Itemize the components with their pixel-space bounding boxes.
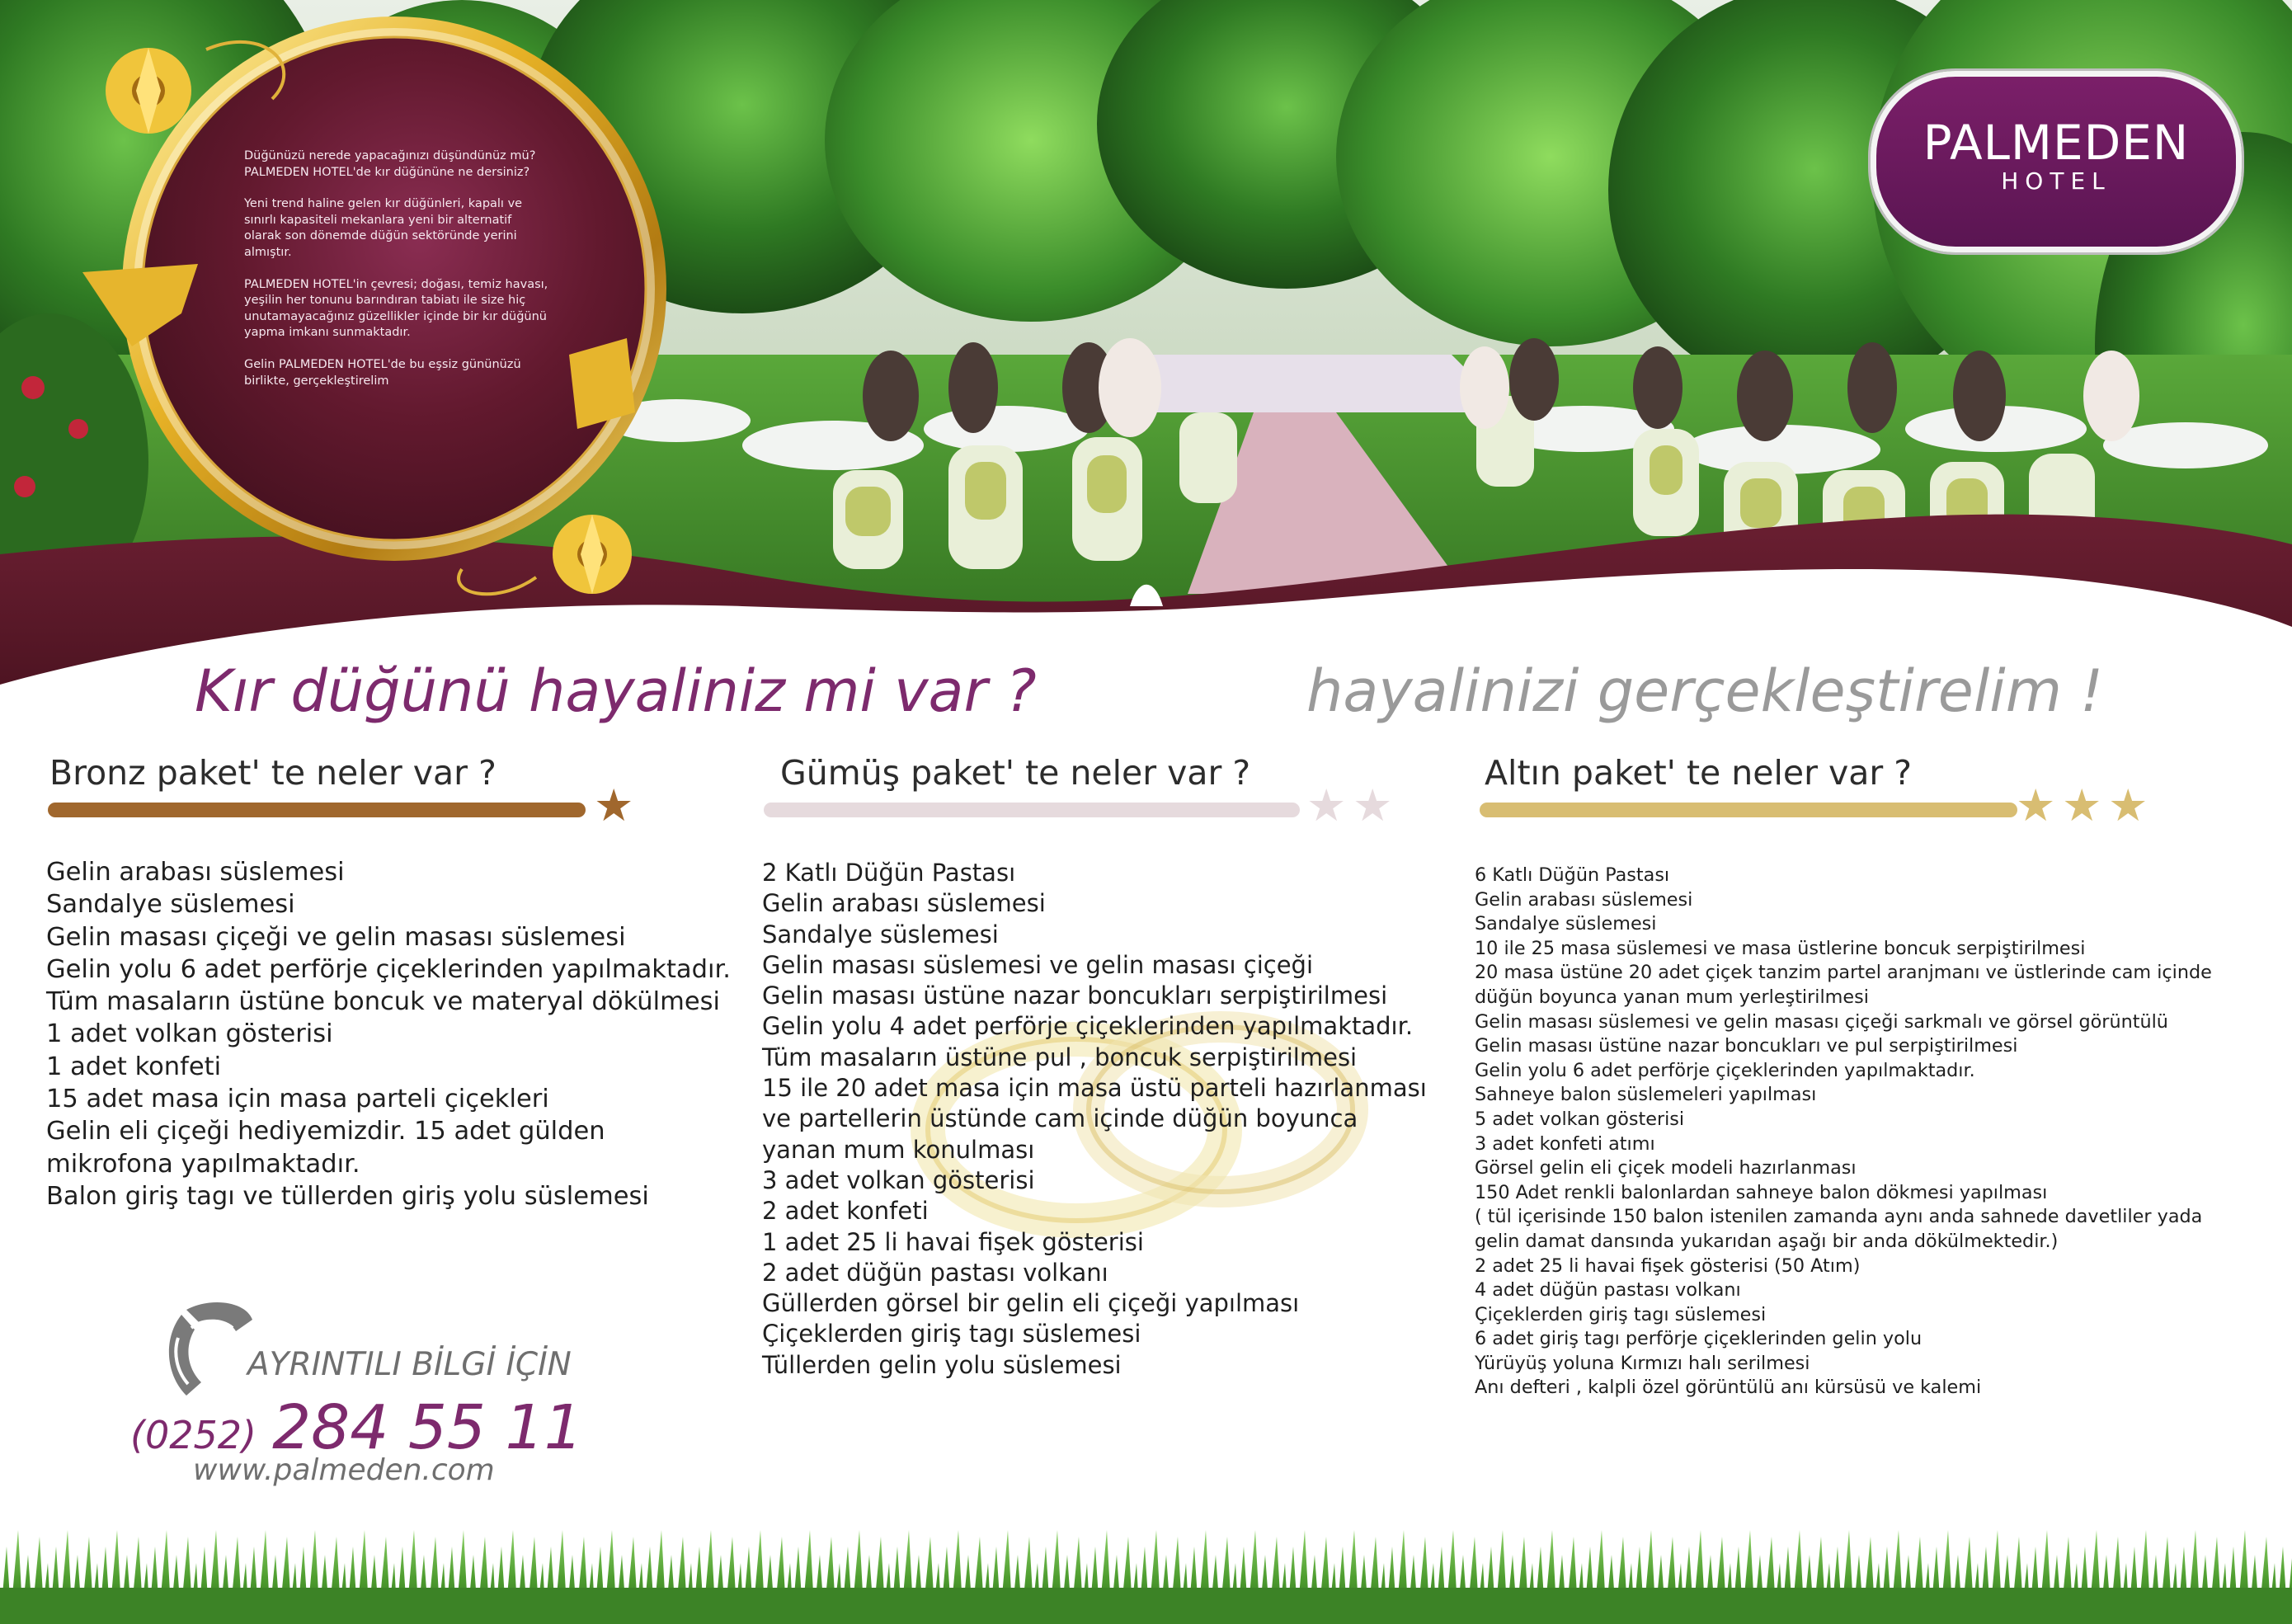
logo-subtitle: HOTEL <box>2001 167 2111 195</box>
list-item: 3 adet volkan gösterisi <box>762 1165 1035 1194</box>
list-item: Sandalye süslemesi <box>46 890 295 920</box>
bronze-bar <box>48 803 586 817</box>
website-link[interactable]: www.palmeden.com <box>193 1453 495 1487</box>
slogan-question: Kır düğünü hayaliniz mi var ? <box>195 657 1037 725</box>
silver-items <box>762 858 1447 1381</box>
list-item: 5 adet volkan gösterisi <box>1475 1108 1685 1130</box>
list-item: Sandalye süslemesi <box>762 920 999 949</box>
list-item: 4 adet düğün pastası volkanı <box>1475 1279 1741 1302</box>
list-item: 6 Katlı Düğün Pastası <box>1475 864 1670 886</box>
list-item: Gelin yolu 6 adet perförje çiçeklerinden yapılmaktadır. <box>1475 1059 1975 1081</box>
star-icon: ★ <box>2016 779 2056 831</box>
hero-banner <box>0 0 2292 685</box>
list-item: 1 adet volkan gösterisi <box>46 1019 333 1049</box>
star-icon: ★ <box>1306 779 1347 831</box>
silver-bar <box>764 803 1300 817</box>
list-item: Tüm masaların üstüne pul , boncuk serpiştirilmesi <box>762 1043 1358 1071</box>
list-item: Gelin masası süslemesi ve gelin masası çiçeği sarkmalı ve görsel görüntülü <box>1475 1010 2168 1033</box>
silver-title: Gümüş paket' te neler var ? <box>780 753 1251 793</box>
list-item: Görsel gelin eli çiçek modeli hazırlanması <box>1475 1157 1857 1179</box>
list-item: 10 ile 25 masa süslemesi ve masa üstlerine boncuk serpiştirilmesi <box>1475 937 2086 959</box>
list-item: Balon giriş tagı ve tüllerden giriş yolu süslemesi <box>46 1181 649 1211</box>
phone-area-code: (0252) <box>130 1413 256 1457</box>
list-item: 1 adet konfeti <box>46 1052 222 1081</box>
list-item: 150 Adet renkli balonlardan sahneye balon dökmesi yapılması <box>1475 1181 2048 1203</box>
list-item: 6 adet giriş tagı perförje çiçeklerinden gelin yolu <box>1475 1328 1923 1350</box>
slogan-answer: hayalinizi gerçekleştirelim ! <box>1306 657 2104 725</box>
gold-lily-ornament-bottom <box>553 515 632 594</box>
list-item: Anı defteri , kalpli özel görüntülü anı kürsüsü ve kalemi <box>1475 1377 1982 1399</box>
intro-paragraph: Gelin PALMEDEN HOTEL'de bu eşsiz gününüzü birlikte, gerçekleştirelim <box>244 357 521 388</box>
list-item: Yürüyüş yoluna Kırmızı halı serilmesi <box>1475 1352 1810 1374</box>
bronze-heading <box>49 752 497 793</box>
star-icon: ★ <box>1353 779 1393 831</box>
intro-text <box>244 148 549 405</box>
hotel-logo <box>1871 71 2242 252</box>
list-item: Gelin masası üstüne nazar boncukları ve pul serpiştirilmesi <box>1475 1035 2018 1057</box>
gold-items <box>1475 864 2233 1400</box>
list-item: Gelin yolu 4 adet perförje çiçeklerinden yapılmaktadır. <box>762 1012 1414 1041</box>
list-item: 2 adet 25 li havai fişek gösterisi (50 Atım) <box>1475 1254 1861 1277</box>
list-item: 3 adet konfeti atımı <box>1475 1132 1655 1155</box>
list-item: Sandalye süslemesi <box>1475 913 1657 935</box>
silver-heading <box>780 752 1250 793</box>
list-item: 2 adet düğün pastası volkanı <box>762 1258 1108 1287</box>
logo-name: PALMEDEN <box>1923 115 2190 171</box>
list-item: 2 adet konfeti <box>762 1197 929 1226</box>
star-icon: ★ <box>2062 779 2102 831</box>
list-item: Gelin masası çiçeği ve gelin masası süslemesi <box>46 922 626 952</box>
list-item: Gelin eli çiçeği hediyemizdir. 15 adet gülden mikrofona yapılmaktadır. <box>46 1117 605 1179</box>
grass-border-image <box>0 1530 2292 1624</box>
intro-paragraph: Yeni trend haline gelen kır düğünleri, kapalı ve sınırlı kapasiteli mekanlara yeni bir alternatif olarak son dönemde düğün sektöründe yerini almıştır. <box>244 197 523 259</box>
list-item: Çiçeklerden giriş tagı süslemesi <box>1475 1303 1767 1325</box>
star-icon: ★ <box>2108 779 2148 831</box>
list-item: Gelin arabası süslemesi <box>762 889 1046 918</box>
bronze-items <box>46 856 731 1212</box>
list-item: Gelin arabası süslemesi <box>46 858 345 887</box>
gold-heading <box>1485 752 1912 793</box>
list-item: 15 adet masa için masa parteli çiçekleri <box>46 1085 549 1114</box>
list-item: Gelin masası üstüne nazar boncukları serpiştirilmesi <box>762 981 1388 1010</box>
list-item: Çiçeklerden giriş tagı süslemesi <box>762 1320 1141 1349</box>
list-item: Gelin arabası süslemesi <box>1475 888 1693 911</box>
phone-digits: 284 55 11 <box>272 1392 583 1463</box>
list-item: 20 masa üstüne 20 adet çiçek tanzim partel aranjmanı ve üstlerinde cam içinde düğün boyunca yanan mum yerleştirilmesi <box>1475 962 2212 1008</box>
telephone-icon <box>153 1295 261 1402</box>
intro-paragraph: PALMEDEN HOTEL'in çevresi; doğası, temiz havası, yeşilin her tonunu barındıran tabiatı ile size hiç unutamayacağınız güzellikler içinde bir kır düğünü yapma imkanı sunmaktadır. <box>244 277 548 340</box>
list-item: 1 adet 25 li havai fişek gösterisi <box>762 1227 1144 1256</box>
contact-label: AYRINTILI BİLGİ İÇİN <box>247 1346 572 1383</box>
star-icon: ★ <box>594 779 634 831</box>
list-item: Güllerden görsel bir gelin eli çiçeği yapılması <box>762 1289 1300 1318</box>
intro-paragraph: Düğünüzü nerede yapacağınızı düşündünüz mü? PALMEDEN HOTEL'de kır düğününe ne dersiniz? <box>244 149 536 179</box>
bronze-title: Bronz paket' te neler var ? <box>49 753 497 793</box>
list-item: Gelin masası süslemesi ve gelin masası çiçeği <box>762 950 1314 979</box>
list-item: Tüm masaların üstüne boncuk ve materyal dökülmesi <box>46 987 720 1017</box>
list-item: 2 Katlı Düğün Pastası <box>762 859 1016 887</box>
list-item: 15 ile 20 adet masa için masa üstü parteli hazırlanması ve partellerin üstünde cam içinde düğün boyunca yanan mum konulması <box>762 1074 1427 1164</box>
gold-bar <box>1480 803 2017 817</box>
list-item: ( tül içerisinde 150 balon istenilen zamanda aynı anda sahnede davetliler yada gelin damat dansında yukarıdan aşağı bir anda dökülmektedir.) <box>1475 1206 2203 1252</box>
list-item: Sahneye balon süslemeleri yapılması <box>1475 1084 1817 1106</box>
list-item: Gelin yolu 6 adet perförje çiçeklerinden yapılmaktadır. <box>46 954 731 984</box>
list-item: Tüllerden gelin yolu süslemesi <box>762 1350 1122 1379</box>
gold-lily-ornament-top <box>106 48 191 134</box>
gold-title: Altın paket' te neler var ? <box>1485 753 1913 793</box>
